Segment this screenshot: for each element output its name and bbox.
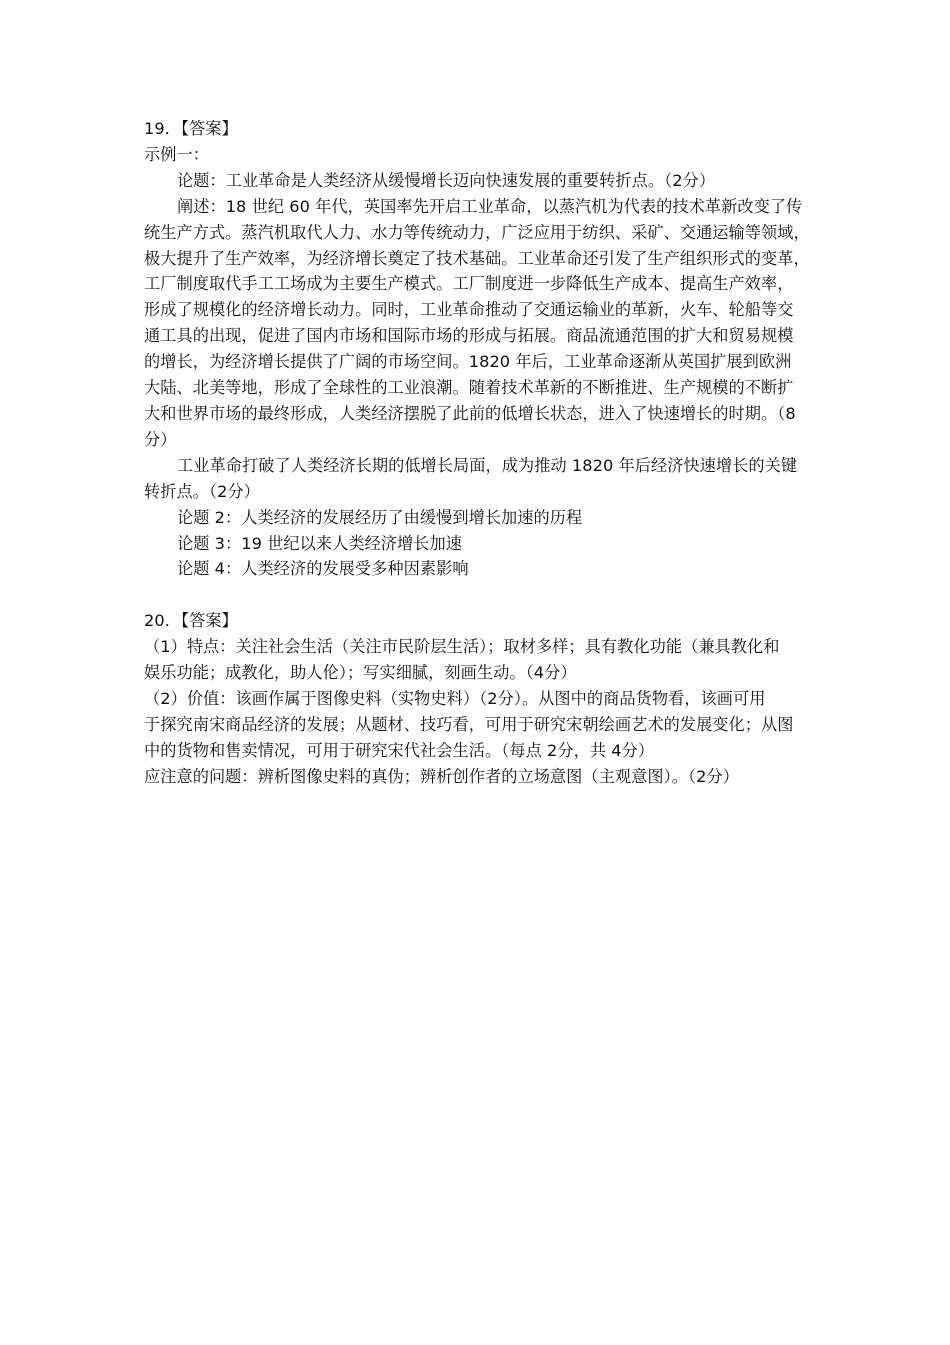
q20-part1 [144,634,810,686]
q19-exposition-line: 阐述：18 世纪 60 年代，英国率先开启工业革命，以蒸汽机为代表的技术革新改变了传 [177,196,803,216]
q19-other-theses [144,505,810,583]
q19-conclusion [144,453,810,505]
q20-heading: 20．【答案】 [144,611,238,631]
q20-part2-line: 于探究南宋商品经济的发展；从题材、技巧看，可用于研究宋朝绘画艺术的发展变化；从图 [144,714,794,734]
q19-other-thesis: 论题 2：人类经济的发展经历了由缓慢到增长加速的历程 [177,507,583,527]
q19-exposition-line: 大陆、北美等地，形成了全球性的工业浪潮。随着技术革新的不断推进、生产规模的不断扩 [144,378,794,398]
answer-document [144,116,810,790]
q19-exposition [144,194,810,453]
q19-thesis: 论题：工业革命是人类经济从缓慢增长迈向快速发展的重要转折点。（2分） [177,170,716,190]
q19-heading: 19．【答案】 [144,119,238,138]
q19-exposition-line: 的增长，为经济增长提供了广阔的市场空间。1820 年后，工业革命逐渐从英国扩展到欧洲 [144,352,792,372]
q19-exposition-line: 通工具的出现，促进了国内市场和国际市场的形成与拓展。商品流通范围的扩大和贸易规模 [144,326,794,346]
q20-note: 应注意的问题：辨析图像史料的真伪；辨析创作者的立场意图（主观意图）。（2分） [144,766,739,786]
q19-exposition-line: 统生产方式。蒸汽机取代人力、水力等传统动力，广泛应用于纺织、采矿、交通运输等领域， [144,222,810,242]
q19-exposition-line: 分） [144,429,177,449]
q19-exposition-line: 工厂制度取代手工工场成为主要生产模式。工厂制度进一步降低生产成本、提高生产效率， [144,274,794,294]
q19-conclusion-line: 工业革命打破了人类经济长期的低增长局面，成为推动 1820 年后经济快速增长的关键 [177,455,798,475]
q19-exposition-line: 大和世界市场的最终形成，人类经济摆脱了此前的低增长状态，进入了快速增长的时期。（8 [144,403,796,423]
q19-other-thesis: 论题 3：19 世纪以来人类经济增长加速 [177,533,462,553]
q20-part2-line: 中的货物和售卖情况，可用于研究宋代社会生活。（每点 2分，共 4分） [144,740,655,760]
section-spacer [144,582,810,608]
q19-conclusion-line: 转折点。（2分） [144,481,260,501]
q19-exposition-line: 极大提升了生产效率，为经济增长奠定了技术基础。工业革命还引发了生产组织形式的变革， [144,248,810,268]
q20-part1-line: 娱乐功能；成教化，助人伦）；写实细腻，刻画生动。（4分） [144,663,577,683]
q19-other-thesis: 论题 4：人类经济的发展受多种因素影响 [177,559,469,579]
q20-part1-line: （1）特点：关注社会生活（关注市民阶层生活）；取材多样；具有教化功能（兼具教化和 [144,637,780,657]
q19-exposition-line: 形成了规模化的经济增长动力。同时，工业革命推动了交通运输业的革新，火车、轮船等交 [144,300,794,320]
q19-example-label: 示例一： [144,144,209,164]
q20-part2-line: （2）价值：该画作属于图像史料（实物史料）（2分）。从图中的商品货物看，该画可用 [144,688,766,708]
q20-part2 [144,686,810,764]
